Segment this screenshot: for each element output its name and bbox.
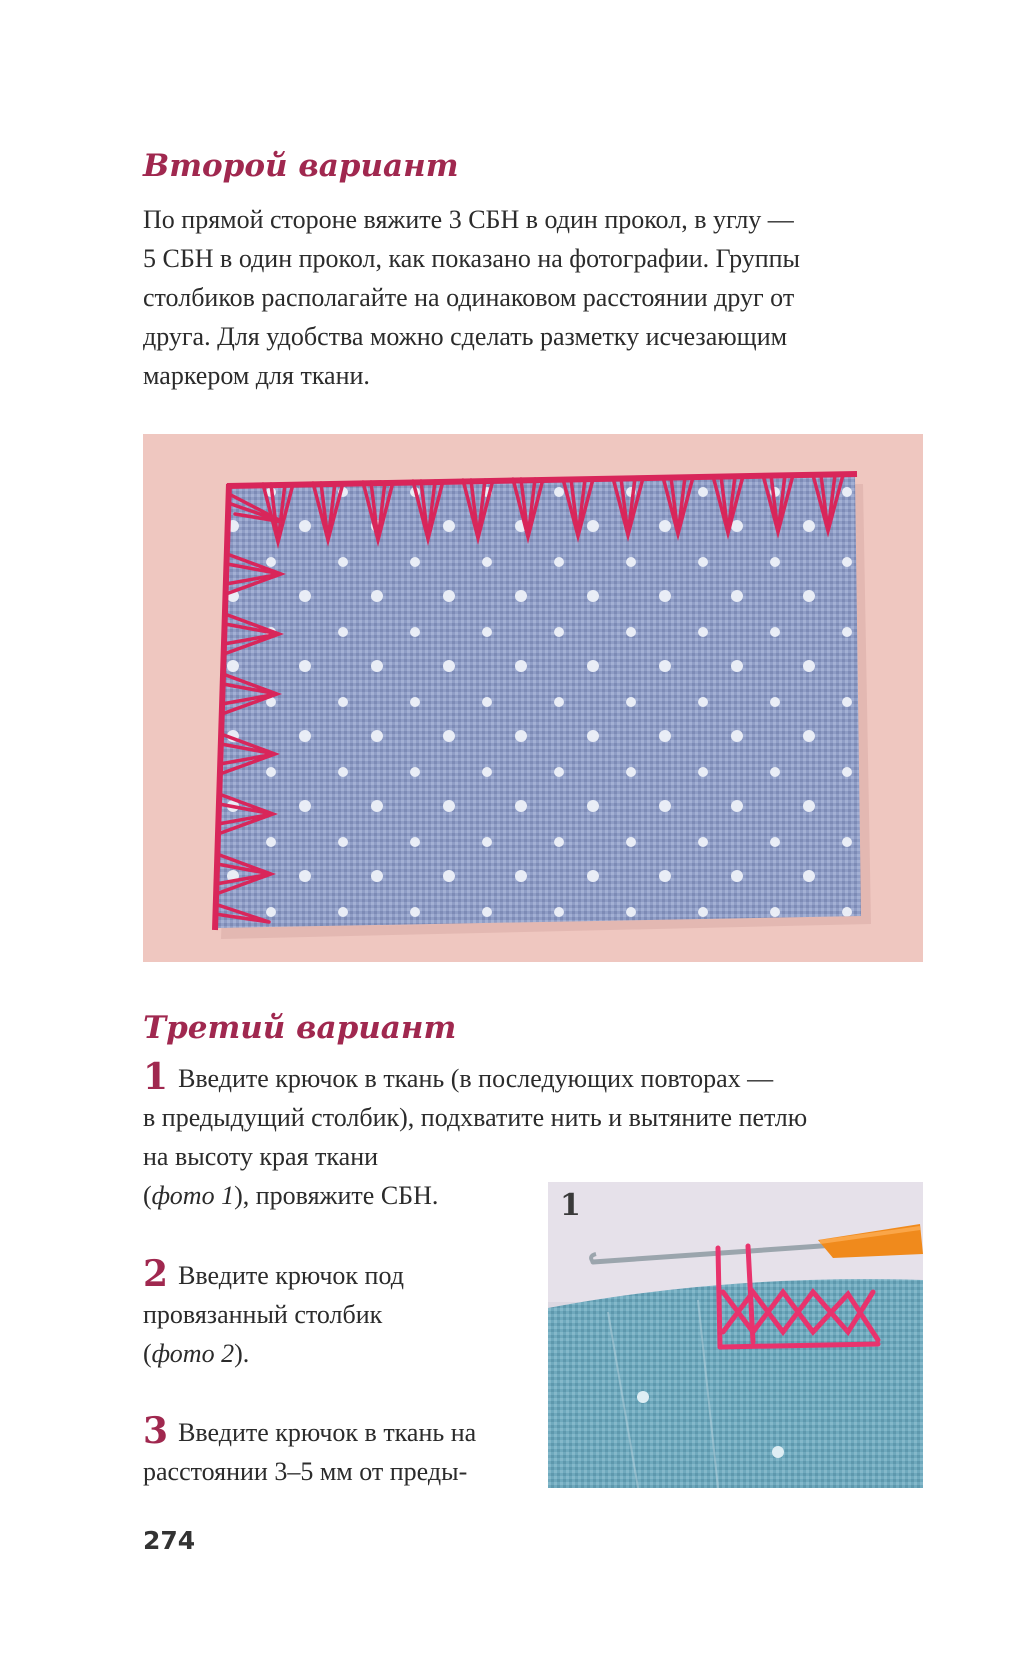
text-span: Введите крючок под bbox=[178, 1261, 404, 1290]
section-heading-variant-2: Второй вариант bbox=[143, 148, 459, 184]
text-line: 5 СБН в один прокол, как показано на фотографии. Группы bbox=[143, 244, 801, 273]
photo-reference: фото 1 bbox=[151, 1181, 235, 1210]
text-line: маркером для ткани. bbox=[143, 361, 370, 390]
photo-label: 1 bbox=[560, 1188, 581, 1223]
text-line bbox=[143, 1058, 807, 1098]
text-span: Введите крючок в ткань (в последующих повторах — bbox=[178, 1064, 774, 1093]
photo-1 bbox=[548, 1182, 923, 1488]
step-3-text bbox=[143, 1412, 476, 1491]
text-line bbox=[143, 1334, 404, 1373]
fabric-edge-photo bbox=[143, 434, 923, 962]
photo-reference: фото 2 bbox=[151, 1339, 235, 1368]
text-span: ), провяжите СБН. bbox=[234, 1181, 439, 1210]
text-line: По прямой стороне вяжите 3 СБН в один прокол, в углу — bbox=[143, 205, 794, 234]
text-span: ( bbox=[143, 1339, 152, 1368]
text-span: ( bbox=[143, 1181, 152, 1210]
section-heading-variant-3: Третий вариант bbox=[143, 1010, 457, 1046]
hook-illustration bbox=[548, 1182, 923, 1488]
text-line: на высоту края ткани bbox=[143, 1142, 379, 1171]
step-number: 2 bbox=[143, 1253, 169, 1295]
text-span: ). bbox=[234, 1339, 250, 1368]
text-line: в предыдущий столбик), подхватите нить и вытяните петлю bbox=[143, 1103, 808, 1132]
text-line: провязанный столбик bbox=[143, 1300, 383, 1329]
page-number: 274 bbox=[143, 1526, 196, 1555]
text-line: расстоянии 3–5 мм от преды- bbox=[143, 1457, 468, 1486]
step-number: 3 bbox=[143, 1410, 169, 1452]
text-line bbox=[143, 1412, 476, 1452]
text-line: столбиков располагайте на одинаковом расстоянии друг от bbox=[143, 283, 795, 312]
text-line: друга. Для удобства можно сделать разметку исчезающим bbox=[143, 322, 788, 351]
step-2-text bbox=[143, 1255, 404, 1373]
section-2-paragraph bbox=[143, 200, 800, 395]
step-number: 1 bbox=[143, 1056, 169, 1098]
text-span: Введите крючок в ткань на bbox=[178, 1418, 477, 1447]
text-line bbox=[143, 1255, 404, 1295]
fabric-edge-illustration bbox=[143, 434, 923, 962]
